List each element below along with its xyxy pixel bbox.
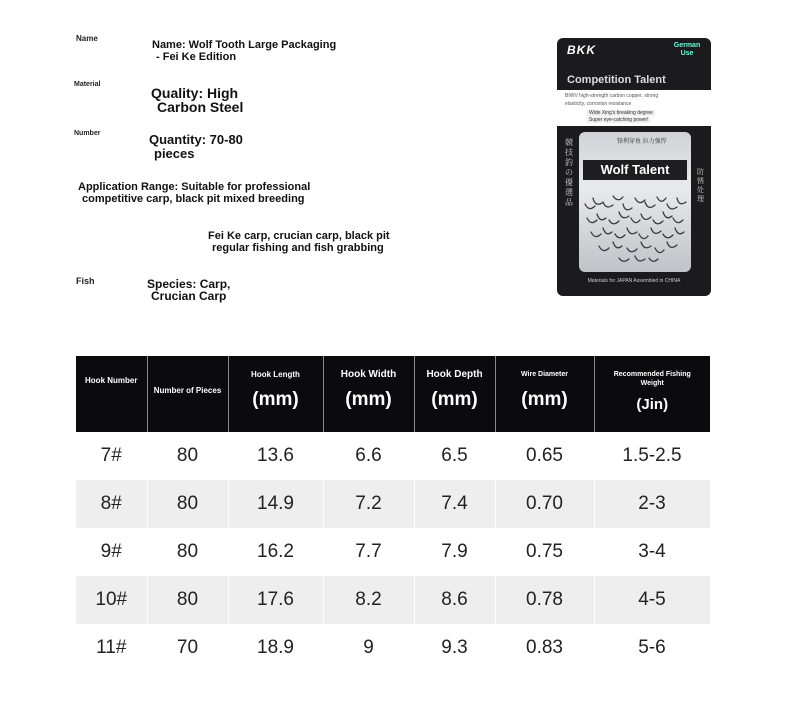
package-footer: Materials for JAPAN Assembled in CHINA	[587, 278, 681, 284]
cell-hook-width: 9	[323, 624, 414, 672]
cell-fishing-weight: 2-3	[594, 480, 710, 528]
header-label: Hook Width	[340, 369, 397, 380]
brand-logo: BKK	[567, 43, 596, 57]
header-hook-number	[76, 356, 147, 432]
header-hook-depth	[414, 356, 495, 432]
header-unit: (Jin)	[636, 396, 669, 413]
package-badge: German Use	[673, 42, 701, 57]
cell-hook-number: 7#	[76, 432, 147, 480]
cell-fishing-weight: 1.5-2.5	[594, 432, 710, 480]
fish-label: Fish	[76, 276, 95, 286]
cell-hook-length: 16.2	[228, 528, 323, 576]
cell-wire-diameter: 0.70	[495, 480, 594, 528]
cell-hook-width: 7.2	[323, 480, 414, 528]
usage-line-1: Fei Ke carp, crucian carp, black pit	[208, 230, 390, 242]
cell-pieces: 70	[147, 624, 228, 672]
number-line-2: pieces	[154, 146, 195, 161]
cell-hook-number: 9#	[76, 528, 147, 576]
cell-hook-length: 13.6	[228, 432, 323, 480]
header-label: Wire Diameter	[520, 371, 568, 378]
package-info-line-4: Super eye-catching power!	[589, 117, 649, 123]
cell-hook-width: 8.2	[323, 576, 414, 624]
material-label: Material	[74, 81, 101, 88]
cell-hook-depth: 8.6	[414, 576, 495, 624]
package-window	[579, 132, 691, 272]
package-side-text-left: 競技釣の優選品	[565, 138, 573, 207]
table-row	[76, 432, 710, 480]
package-info-line-2: elasticity, corrosion resistance	[565, 101, 632, 107]
package-info-line-3: Wide Xing's breaking degree	[589, 110, 653, 116]
package-info-line-1: BIWV high-strength carbon copper, strong	[565, 93, 659, 99]
application-line-1: Application Range: Suitable for professional	[78, 181, 311, 193]
header-unit: (mm)	[345, 389, 392, 410]
cell-fishing-weight: 5-6	[594, 624, 710, 672]
header-label: Hook Depth	[426, 369, 483, 380]
cell-wire-diameter: 0.75	[495, 528, 594, 576]
package-cn-top: 锋利穿鱼 拉力强悍	[617, 139, 667, 145]
cell-hook-width: 7.7	[323, 528, 414, 576]
cell-pieces: 80	[147, 576, 228, 624]
cell-hook-number: 10#	[76, 576, 147, 624]
header-recommended-weight	[594, 356, 710, 432]
cell-fishing-weight: 4-5	[594, 576, 710, 624]
name-line-2: - Fei Ke Edition	[156, 51, 237, 63]
material-line-1: Quality: High	[151, 85, 239, 101]
number-line-1: Quantity: 70-80	[149, 132, 243, 147]
header-unit: (mm)	[521, 389, 568, 410]
cell-hook-length: 18.9	[228, 624, 323, 672]
cell-pieces: 80	[147, 480, 228, 528]
cell-hook-depth: 9.3	[414, 624, 495, 672]
name-line-1: Name: Wolf Tooth Large Packaging	[152, 39, 337, 51]
package-competition-title: Competition Talent	[567, 74, 666, 86]
header-label: Recommended Fishing Weight	[613, 371, 691, 387]
package-side-text-right: 防锈处理	[697, 169, 704, 203]
usage-line-2: regular fishing and fish grabbing	[212, 242, 384, 254]
header-wire-diameter	[495, 356, 594, 432]
cell-wire-diameter: 0.78	[495, 576, 594, 624]
cell-wire-diameter: 0.65	[495, 432, 594, 480]
cell-hook-depth: 6.5	[414, 432, 495, 480]
header-unit: (mm)	[431, 389, 478, 410]
cell-pieces: 80	[147, 432, 228, 480]
cell-hook-number: 11#	[76, 624, 147, 672]
header-number-of-pieces	[147, 356, 228, 432]
cell-hook-width: 6.6	[323, 432, 414, 480]
product-name-banner: Wolf Talent	[583, 160, 687, 180]
table-row	[76, 528, 710, 576]
number-label: Number	[74, 130, 101, 137]
hooks-pile-icon	[579, 192, 691, 272]
header-label: Hook Number	[85, 376, 138, 385]
package-info-strip	[557, 90, 711, 126]
cell-pieces: 80	[147, 528, 228, 576]
table-row	[76, 624, 710, 672]
fish-line-2: Crucian Carp	[151, 289, 227, 303]
header-label: Number of Pieces	[153, 386, 222, 395]
table-row	[76, 480, 710, 528]
cell-hook-length: 14.9	[228, 480, 323, 528]
hook-spec-table	[76, 356, 711, 672]
header-unit: (mm)	[252, 389, 299, 410]
cell-hook-number: 8#	[76, 480, 147, 528]
cell-fishing-weight: 3-4	[594, 528, 710, 576]
cell-hook-length: 17.6	[228, 576, 323, 624]
cell-hook-depth: 7.4	[414, 480, 495, 528]
application-line-2: competitive carp, black pit mixed breeding	[82, 193, 305, 205]
name-label: Name	[76, 34, 98, 43]
cell-hook-depth: 7.9	[414, 528, 495, 576]
header-hook-length	[228, 356, 323, 432]
cell-wire-diameter: 0.83	[495, 624, 594, 672]
fish-line-1: Species: Carp,	[147, 277, 231, 291]
material-line-2: Carbon Steel	[157, 99, 244, 115]
table-header-row	[76, 356, 710, 432]
header-hook-width	[323, 356, 414, 432]
table-row	[76, 576, 710, 624]
header-label: Hook Length	[251, 370, 300, 379]
product-package-image	[557, 38, 711, 296]
